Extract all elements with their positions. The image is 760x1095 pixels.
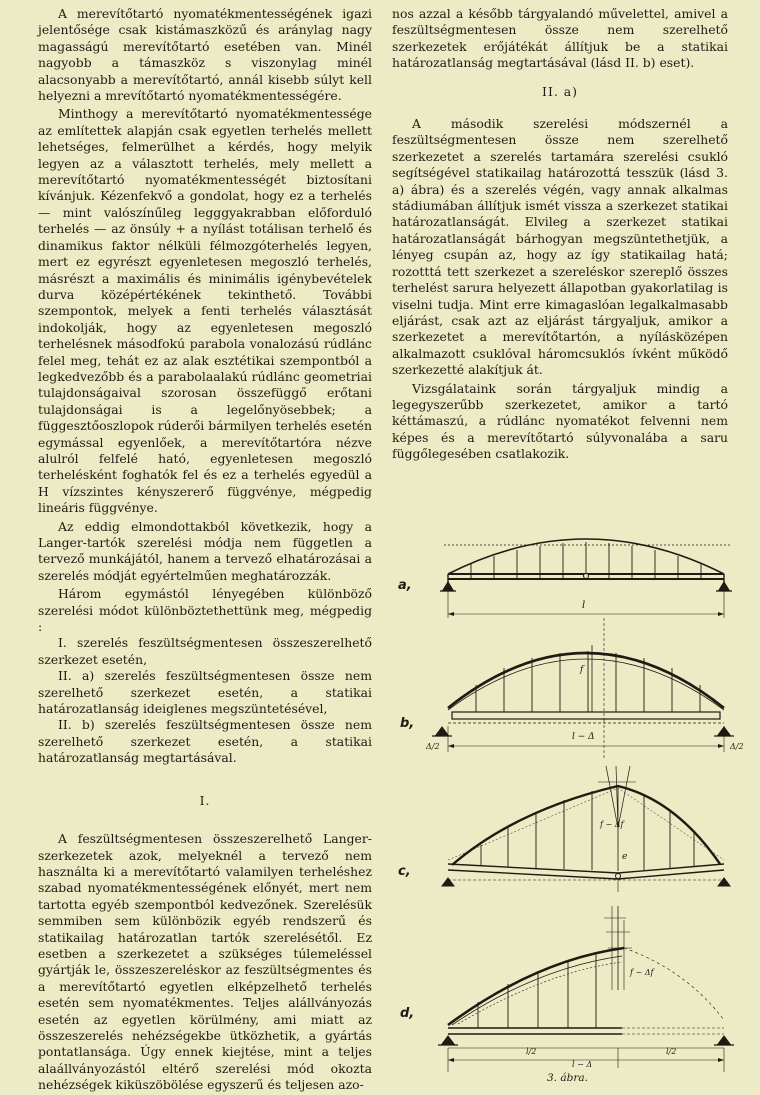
f-delta-label-d: f − Δf <box>630 968 654 977</box>
e-label-c: e <box>622 852 628 862</box>
half-label-d-2: l/2 <box>666 1047 677 1056</box>
figure-3 <box>386 520 756 1090</box>
left-paragraph-2: Minthogy a merevítőtartó nyomatékmentessége az említettek alapján csak egyetlen terhelés mellett lehetséges, felmerülhet a kérdés, hogy melyik legyen az a választott terhelés, mely mellett a merevítőtartó nyomatékmentességét biztosítani kívánjuk. Kézenfekvő a gondolat, hogy ez a terhelés — mint valószínűleg legggyakrabban előforduló terhelés — az önsúly + a nyílást totálisan terhelő és dinamikus faktor nélküli félmozgóterhelés legyen, mert ez egyrészt egyenletesen megoszló terhelés, másrészt a maximális és minimális igénybevételek durva középértékének tekinthető. További szempontok, melyek a fenti terhelés választását indokolják, hogy az egyenletesen megoszló terhelésnek másodfokú parabola vonalozású rúdlánc felel meg, tehát ez az alak esztétikai szempontból a legkedvezőbb és a parabolaalakú rúdlánc geometriai tulajdonságaival szorosan összefüggő erőtani tulajdonságai is a legelőnyösebbek; a függesztőoszlopok rúderői bármilyen terhelés esetén egymással egyenlőek, a merevítőtartóra nézve alulról felfelé ható, egyenletesen megoszló terhelésként foghatók fel és ez a terhelés egyedül a H vízszintes kényszererő függvénye, mégpedig lineáris függvénye. <box>38 106 372 516</box>
delta-half-label-b-left: Δ/2 <box>426 742 440 751</box>
left-paragraph-3: Az eddig elmondottakból következik, hogy a Langer-tartók szerelési módja nem független a tervező munkájától, hanem a tervező elhatározásai a szerelés módját egyértelműen meghatározzák. <box>38 518 372 583</box>
half-label-d-1: l/2 <box>526 1047 537 1056</box>
right-text-column <box>392 6 728 463</box>
span-label-a: l <box>582 600 586 611</box>
panel-label-b: b, <box>400 716 415 731</box>
f-delta-label-c: f − Δf <box>600 820 624 829</box>
panel-label-a: a, <box>398 578 412 593</box>
section-heading-i: I. <box>199 792 211 808</box>
panel-label-d: d, <box>400 1006 415 1021</box>
left-text-column <box>38 6 372 1094</box>
span-label-d: l − Δ <box>572 1060 593 1069</box>
figure-caption: 3. ábra. <box>547 1072 588 1084</box>
left-paragraph-5: A feszültségmentesen összeszerelhető Langer-szerkezetek azok, melyeknél a tervező nem használta ki a merevítőtartó valamilyen terheléshez szabad nyomatékmentességének előnyét, mert nem tartotta egyéb szempontból kedvezőnek. Szerelésük semmiben sem különbözik egyéb rendszerű és statikailag határozatlan tartók szerelésétől. Ez esetben a szerkezetet a szükséges túlemeléssel gyártják le, összeszereléskor az feszültségmentes és a merevítőtartó egyetlen elképzelhető terhelés esetén sem nyomatékmentes. Teljes alállványozás esetén az egyetlen körülmény, ami miatt az összeszerelés nehézségekbe ütközhetik, a gyártás pontatlansága. Úgy ennek kiejtése, mint a teljes alaállványozástól eltérő szerelési mód okozta nehézségek kiküszöbölése egyszerű és teljesen azo- <box>38 831 372 1093</box>
figure-drawing <box>386 520 756 1090</box>
left-paragraph-4: Három egymástól lényegében különböző szerelési módot különböztethettünk meg, mégpedig : <box>38 586 372 635</box>
section-heading-iia: II. a) <box>542 83 578 99</box>
panel-a-diagram <box>440 539 732 618</box>
list-item-1: I. szerelés feszültségmentesen összeszerelhető szerkezet esetén, <box>38 635 372 667</box>
list-item-3: II. b) szerelés feszültségmentesen össze nem szerelhető szerkezet esetén, a statikai határozatlanság megtartásával. <box>38 717 372 766</box>
panel-c-diagram <box>442 766 730 892</box>
right-paragraph-1: nos azzal a később tárgyalandó művelettel, amivel a feszültségmentesen össze nem szerelhető szerkezetek erőjátékát állítjuk be a statikai határozatlanság megtartásával (lásd II. b) eset). <box>392 6 728 71</box>
right-paragraph-3: Vizsgálataink során tárgyaljuk mindig a legegyszerűbb szerkezetet, amikor a tartó kéttámaszú, a rúdlánc nyomatékot felvenni nem képes és a merevítőtartó súlyvonalába a saru függőlegesében csatlakozik. <box>392 380 728 462</box>
panel-label-c: c, <box>398 864 411 879</box>
right-paragraph-2: A második szerelési módszernél a feszültségmentesen össze nem szerelhető szerkezetet a szerelés tartamára szerelési csukló segítségével statikailag határozottá tesszük (lásd 3. a) ábra) és a szerelés végén, vagy annak alkalmas stádiumában állítjuk ismét vissza a szerkezet statikai határozatlanságát. Elvileg a szerkezet statikai határozatlanságát bárhogyan megszüntethetjük, a lényeg csupán az, hogy az így statikailag hatá; rozotttá tett szerkezet a szereléskor szereplő összes terhelést sarura helyezett állapotban gyakorlatilag is viselni tudja. Mint erre kimagaslóan legalkalmasabb eljárást, csak azt az eljárást tárgyaljuk, amikor a szerkezetet a merevítőtartón, a nyílásközépen alkalmazott csuklóval háromcsuklós ívként működő szerkezetté alakítjuk át. <box>392 116 728 378</box>
left-paragraph-1: A merevítőtartó nyomatékmentességének igazi jelentősége csak kistámaszközű és aránylag nagy magasságú merevítőtartó esetében van. Minél nagyobb a támaszköz s viszonylag minél alacsonyabb a merevítőtartó, annál kisebb súlyt kell helyezni a mrevítőtartó nyomatékmentességére. <box>38 6 372 104</box>
f-label-b: f <box>580 665 584 675</box>
panel-d-diagram <box>438 906 734 1072</box>
span-label-b: l − Δ <box>572 732 595 742</box>
delta-half-label-b-right: Δ/2 <box>730 742 744 751</box>
list-item-2: II. a) szerelés feszültségmentesen össze nem szerelhető szerkezet esetén, a statikai határozatlanság ideiglenes megszüntetésével, <box>38 668 372 717</box>
